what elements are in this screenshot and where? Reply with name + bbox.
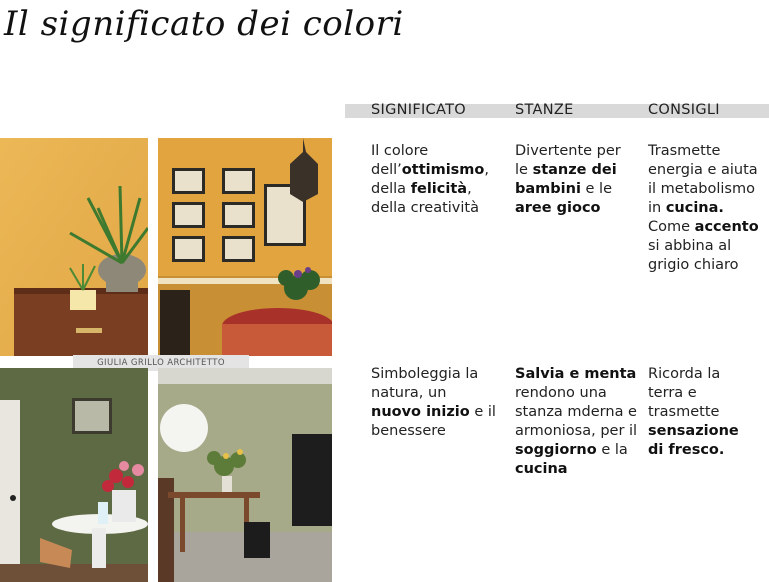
cell-row1-significato [371,142,501,218]
text-run: Simboleggia la natura, un [371,366,479,401]
text-run: si abbina al grigio chiaro [648,238,739,273]
page-title: Il significato dei colori [4,4,404,44]
bold-text: stanze dei bambini [515,162,617,197]
text-run: Come [648,219,695,235]
text-run: Divertente per le [515,143,621,178]
text-run: Ricorda la terra e trasmette [648,366,721,420]
text-run: e le [580,181,613,197]
photo-sage-dining [158,368,332,582]
text-run: , della creatività [371,181,479,216]
bold-text: aree gioco [515,200,601,216]
bold-text: felicità [410,181,468,197]
bold-text: cucina [515,461,568,477]
cell-row2-significato [371,365,497,441]
photo-credit: GIULIA GRILLO ARCHITETTO [73,355,249,371]
bold-text: accento [694,219,759,235]
cell-row2-consigli [648,365,758,460]
text-run: Trasmette energia e aiuta il metabolismo in [648,143,758,216]
bold-text: cucina. [665,200,724,216]
bold-text: Salvia e menta [515,366,637,382]
cell-row1-stanze [515,142,637,218]
photo-yellow-dining [158,138,332,356]
cell-row2-stanze [515,365,639,479]
text-run: rendono una stanza mderna e armoniosa, per il [515,385,638,439]
bold-text: sensazione di fresco. [648,423,739,458]
bold-text: ottimismo [401,162,485,178]
header-significato: SIGNIFICATO [371,102,466,118]
bold-text: nuovo inizio [371,404,470,420]
bold-text: soggiorno [515,442,597,458]
header-consigli: CONSIGLI [648,102,720,118]
photo-green-room [0,368,148,582]
cell-row1-consigli [648,142,766,275]
text-run: e il benessere [371,404,496,439]
photo-yellow-dresser [0,138,148,356]
text-run: Il colore dell’ [371,143,429,178]
text-run: , della [371,162,489,197]
text-run: e la [596,442,628,458]
header-stanze: STANZE [515,102,574,118]
